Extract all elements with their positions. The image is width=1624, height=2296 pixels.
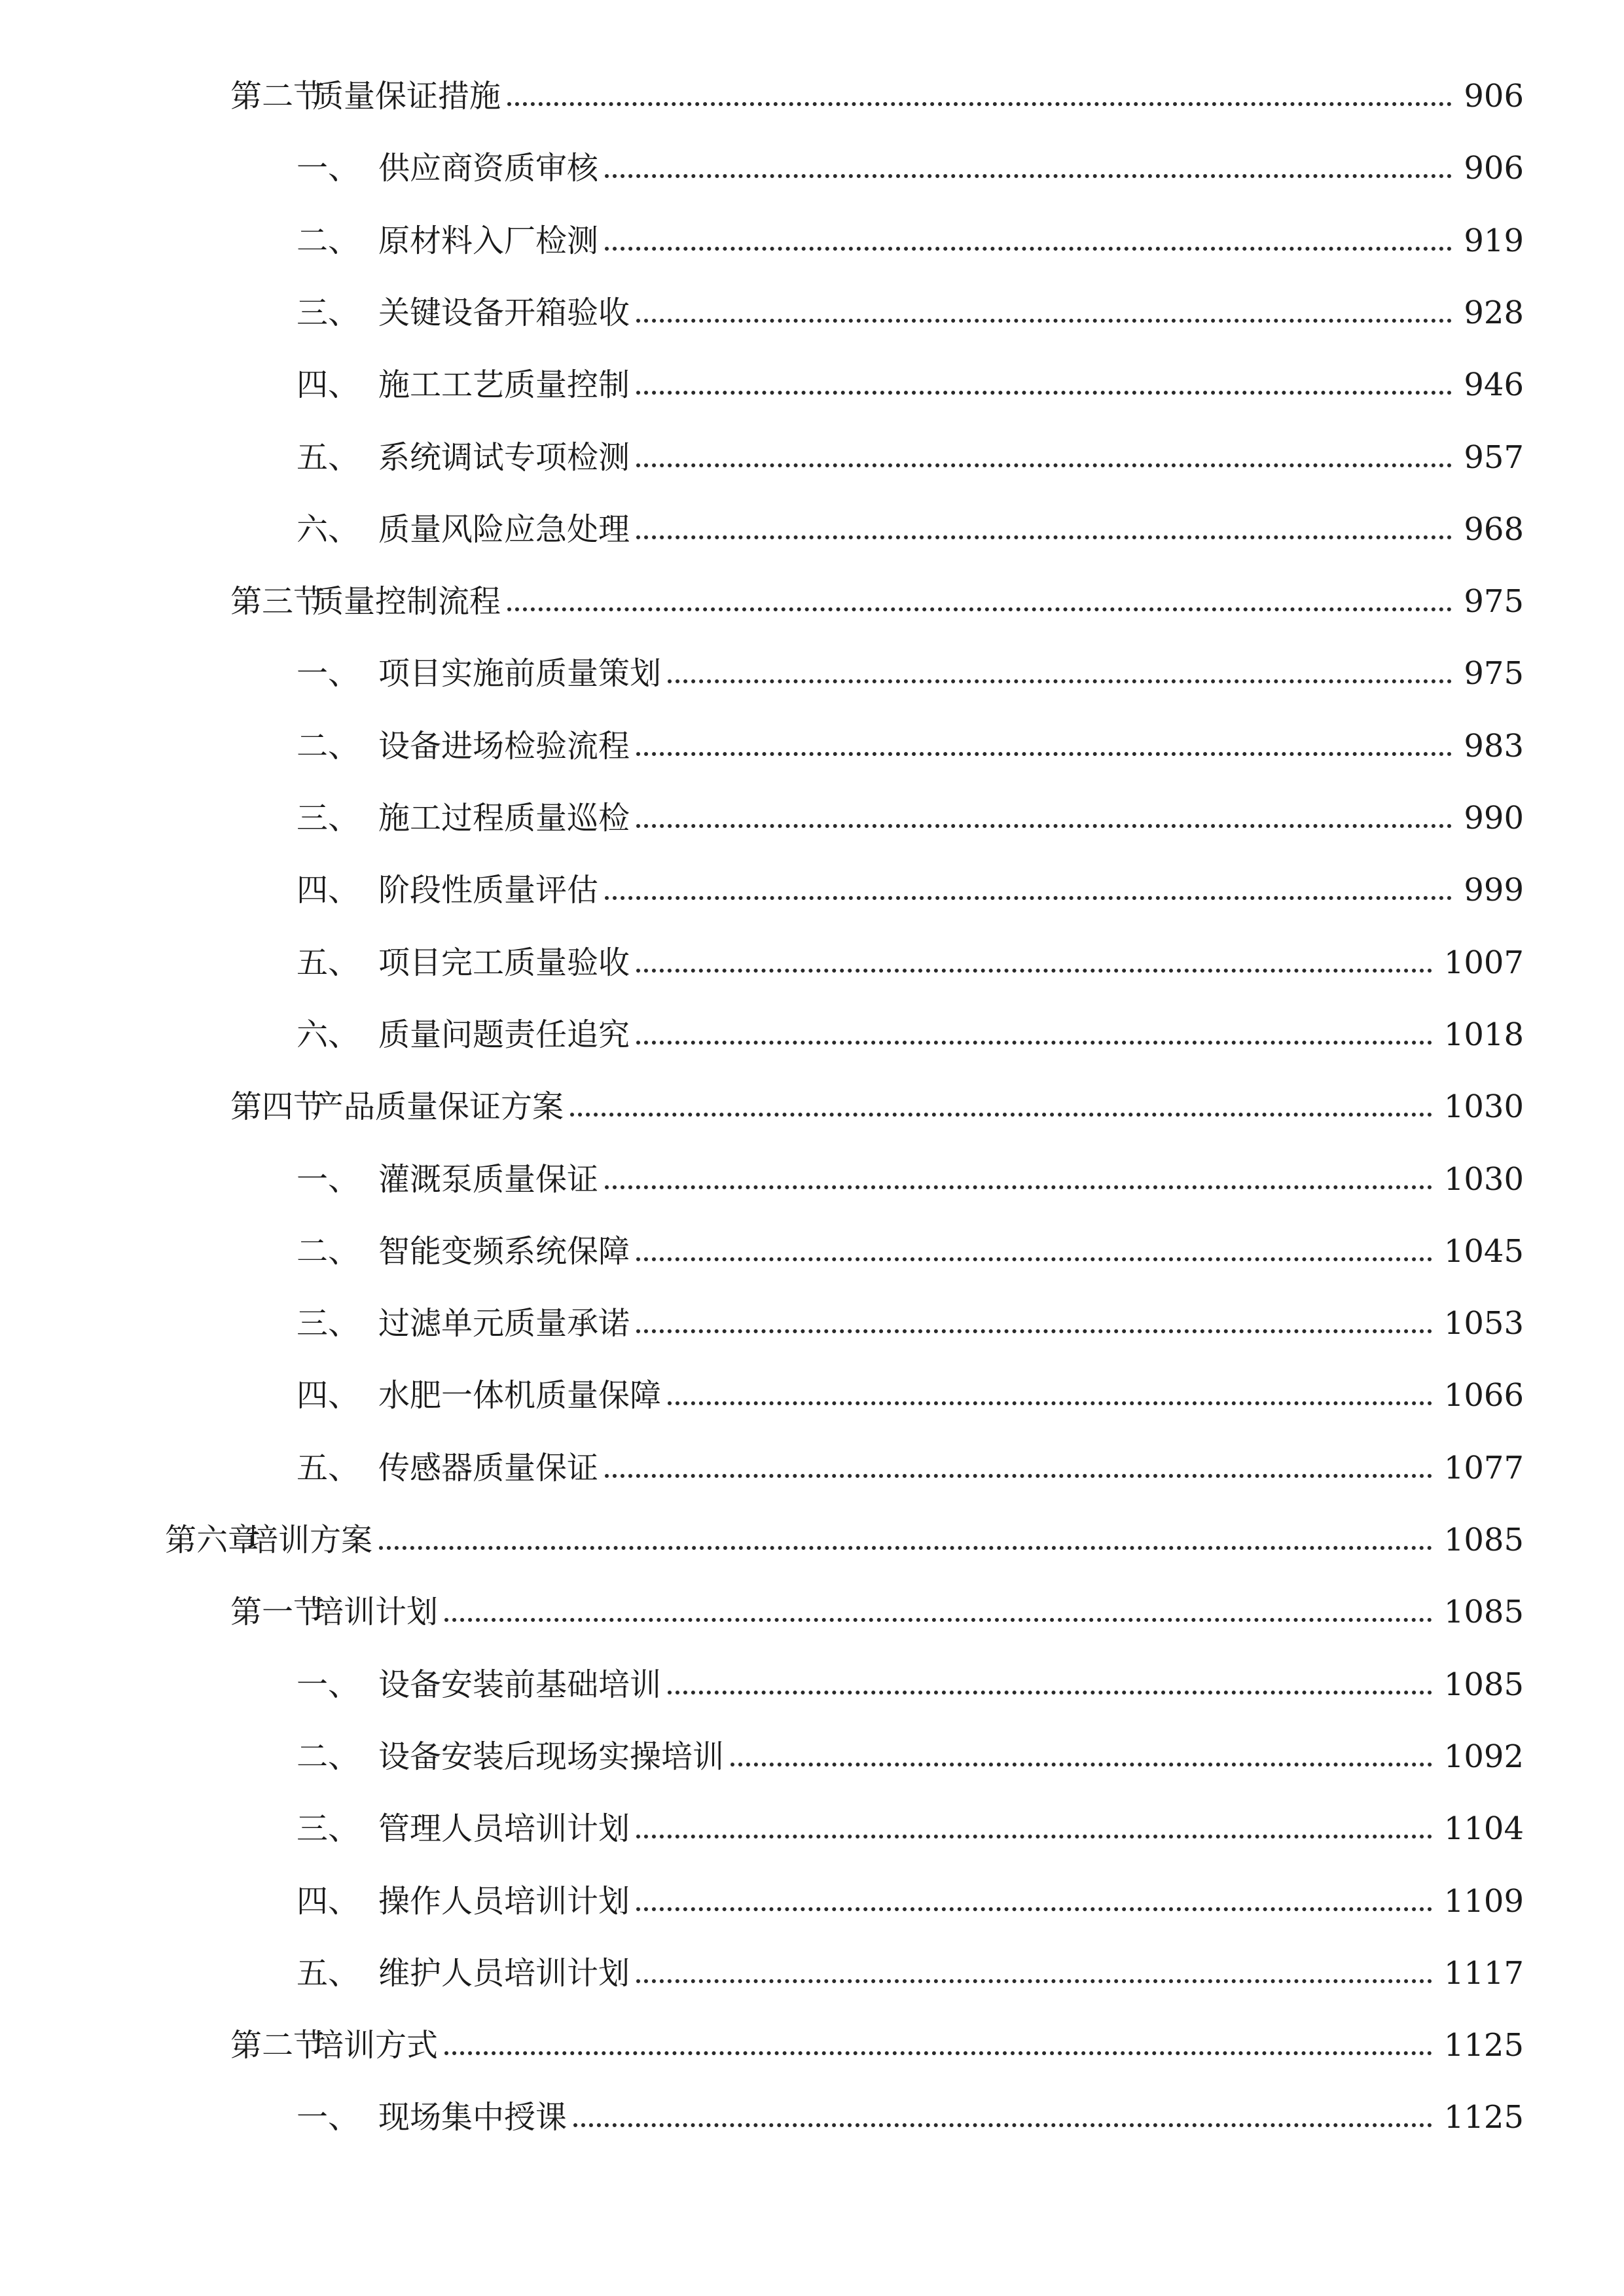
- toc-entry-page-number: 1092: [1443, 1738, 1524, 1775]
- toc-entry-page-number: 1109: [1443, 1883, 1524, 1920]
- toc-entry[interactable]: [297, 218, 1524, 264]
- toc-entry-number: 三、: [297, 1810, 360, 1847]
- toc-entry[interactable]: [297, 795, 1524, 841]
- toc-entry[interactable]: [297, 651, 1524, 696]
- toc-dot-leader: [636, 435, 1452, 480]
- toc-entry-title: 管理人员培训计划: [378, 1810, 630, 1847]
- toc-entry-page-number: 1104: [1443, 1810, 1524, 1847]
- toc-entry-number: 五、: [297, 944, 360, 981]
- toc-entry-number: 一、: [297, 150, 360, 187]
- toc-entry[interactable]: [297, 290, 1524, 336]
- toc-entry-page-number: 1007: [1443, 944, 1524, 981]
- toc-entry-number: 四、: [297, 872, 360, 908]
- toc-entry-page-number: 1030: [1443, 1088, 1524, 1125]
- toc-entry-title: 质量保证措施: [312, 78, 501, 115]
- toc-dot-leader: [605, 867, 1452, 913]
- toc-entry-page-number: 1125: [1443, 2027, 1524, 2064]
- toc-entry[interactable]: [297, 1157, 1524, 1202]
- toc-dot-leader: [573, 2094, 1432, 2140]
- toc-entry-number: 五、: [297, 1955, 360, 1992]
- toc-entry-number: 一、: [297, 655, 360, 692]
- toc-entry-number: 四、: [297, 367, 360, 403]
- toc-entry-page-number: 1125: [1443, 2099, 1524, 2136]
- toc-entry-title: 施工过程质量巡检: [378, 800, 630, 836]
- toc-entry[interactable]: [297, 2094, 1524, 2140]
- toc-entry-title: 质量控制流程: [312, 583, 501, 620]
- toc-dot-leader: [605, 218, 1452, 264]
- toc-entry[interactable]: [297, 867, 1524, 913]
- toc-entry-page-number: 1085: [1443, 1594, 1524, 1630]
- toc-entry-number: 三、: [297, 800, 360, 836]
- toc-dot-leader: [636, 507, 1452, 552]
- toc-entry[interactable]: [230, 579, 1524, 624]
- toc-entry-title: 过滤单元质量承诺: [378, 1305, 630, 1342]
- toc-entry-number: 第六章: [165, 1522, 260, 1558]
- toc-entry-page-number: 1066: [1443, 1377, 1524, 1414]
- toc-entry[interactable]: [297, 1950, 1524, 1996]
- toc-entry-number: 二、: [297, 1233, 360, 1270]
- toc-entry-page-number: 975: [1464, 655, 1524, 692]
- toc-entry[interactable]: [297, 1806, 1524, 1852]
- toc-entry-title: 培训方案: [247, 1522, 373, 1558]
- toc-entry-number: 四、: [297, 1883, 360, 1920]
- toc-dot-leader: [668, 1662, 1432, 1708]
- toc-entry-title: 阶段性质量评估: [378, 872, 599, 908]
- toc-entry[interactable]: [297, 723, 1524, 769]
- toc-dot-leader: [444, 2022, 1432, 2068]
- toc-entry[interactable]: [297, 362, 1524, 408]
- toc-entry-title: 操作人员培训计划: [378, 1883, 630, 1920]
- toc-entry-title: 设备进场检验流程: [378, 728, 630, 764]
- toc-entry-page-number: 906: [1464, 150, 1524, 187]
- toc-entry-number: 一、: [297, 1666, 360, 1703]
- toc-entry-page-number: 968: [1464, 511, 1524, 548]
- toc-entry[interactable]: [297, 1012, 1524, 1058]
- toc-entry-number: 第二节: [230, 2027, 325, 2064]
- toc-entry-number: 三、: [297, 295, 360, 331]
- toc-dot-leader: [636, 290, 1452, 336]
- toc-entry-number: 二、: [297, 1738, 360, 1775]
- toc-entry-title: 产品质量保证方案: [312, 1088, 564, 1125]
- toc-entry-title: 传感器质量保证: [378, 1450, 599, 1486]
- toc-entry-title: 水肥一体机质量保障: [378, 1377, 662, 1414]
- toc-entry[interactable]: [297, 1878, 1524, 1924]
- toc-dot-leader: [636, 1300, 1432, 1346]
- toc-entry-number: 二、: [297, 728, 360, 764]
- toc-entry-number: 五、: [297, 439, 360, 476]
- toc-dot-leader: [636, 723, 1452, 769]
- toc-entry[interactable]: [230, 73, 1524, 119]
- toc-entry-page-number: 946: [1464, 367, 1524, 403]
- toc-entry-number: 第四节: [230, 1088, 325, 1125]
- toc-entry[interactable]: [297, 145, 1524, 191]
- toc-entry-number: 五、: [297, 1450, 360, 1486]
- toc-dot-leader: [379, 1517, 1432, 1563]
- toc-entry[interactable]: [297, 507, 1524, 552]
- toc-dot-leader: [668, 651, 1452, 696]
- toc-dot-leader: [636, 1806, 1432, 1852]
- toc-entry[interactable]: [230, 1589, 1524, 1635]
- toc-entry-title: 维护人员培训计划: [378, 1955, 630, 1992]
- toc-entry-title: 现场集中授课: [378, 2099, 568, 2136]
- toc-dot-leader: [636, 1950, 1432, 1996]
- toc-dot-leader: [636, 940, 1432, 986]
- toc-entry[interactable]: [297, 1300, 1524, 1346]
- toc-dot-leader: [636, 1012, 1432, 1058]
- toc-entry-number: 一、: [297, 2099, 360, 2136]
- toc-entry-page-number: 1077: [1443, 1450, 1524, 1486]
- toc-entry-page-number: 999: [1464, 872, 1524, 908]
- toc-entry-number: 第三节: [230, 583, 325, 620]
- toc-entry[interactable]: [297, 1662, 1524, 1708]
- toc-entry-page-number: 1053: [1443, 1305, 1524, 1342]
- toc-entry-title: 质量问题责任追究: [378, 1016, 630, 1053]
- toc-entry-page-number: 919: [1464, 223, 1524, 259]
- toc-entry-page-number: 990: [1464, 800, 1524, 836]
- toc-dot-leader: [605, 145, 1452, 191]
- toc-dot-leader: [605, 1157, 1432, 1202]
- toc-entry-page-number: 928: [1464, 295, 1524, 331]
- toc-dot-leader: [636, 1878, 1432, 1924]
- toc-entry-number: 三、: [297, 1305, 360, 1342]
- toc-dot-leader: [605, 1445, 1432, 1491]
- toc-entry-page-number: 1045: [1443, 1233, 1524, 1270]
- toc-dot-leader: [636, 362, 1452, 408]
- toc-entry-title: 设备安装前基础培训: [378, 1666, 662, 1703]
- toc-entry-page-number: 983: [1464, 728, 1524, 764]
- toc-entry-number: 一、: [297, 1161, 360, 1198]
- toc-entry-title: 供应商资质审核: [378, 150, 599, 187]
- toc-entry-page-number: 1018: [1443, 1016, 1524, 1053]
- toc-entry[interactable]: [297, 1445, 1524, 1491]
- toc-dot-leader: [507, 73, 1452, 119]
- toc-entry-title: 原材料入厂检测: [378, 223, 599, 259]
- toc-dot-leader: [570, 1084, 1432, 1130]
- toc-dot-leader: [507, 579, 1452, 624]
- toc-dot-leader: [636, 1229, 1432, 1274]
- toc-entry[interactable]: [297, 1734, 1524, 1780]
- toc-entry-number: 六、: [297, 511, 360, 548]
- toc-dot-leader: [636, 795, 1452, 841]
- toc-entry-title: 质量风险应急处理: [378, 511, 630, 548]
- toc-entry-title: 系统调试专项检测: [378, 439, 630, 476]
- toc-entry-number: 六、: [297, 1016, 360, 1053]
- toc-entry[interactable]: [297, 940, 1524, 986]
- toc-entry-number: 四、: [297, 1377, 360, 1414]
- toc-dot-leader: [444, 1589, 1432, 1635]
- toc-entry-page-number: 975: [1464, 583, 1524, 620]
- toc-entry-title: 培训计划: [312, 1594, 439, 1630]
- toc-entry-number: 第一节: [230, 1594, 325, 1630]
- toc-entry-title: 关键设备开箱验收: [378, 295, 630, 331]
- toc-entry-title: 智能变频系统保障: [378, 1233, 630, 1270]
- toc-entry-page-number: 1030: [1443, 1161, 1524, 1198]
- toc-dot-leader: [668, 1372, 1432, 1418]
- toc-entry-title: 培训方式: [312, 2027, 439, 2064]
- toc-entry[interactable]: [297, 435, 1524, 480]
- toc-entry-number: 第二节: [230, 78, 325, 115]
- toc-entry-page-number: 957: [1464, 439, 1524, 476]
- toc-entry-title: 项目实施前质量策划: [378, 655, 662, 692]
- toc-entry-title: 施工工艺质量控制: [378, 367, 630, 403]
- toc-entry[interactable]: [230, 1084, 1524, 1130]
- toc-entry[interactable]: [230, 2022, 1524, 2068]
- toc-entry[interactable]: [297, 1229, 1524, 1274]
- toc-entry-page-number: 1085: [1443, 1522, 1524, 1558]
- toc-entry[interactable]: [297, 1372, 1524, 1418]
- toc-dot-leader: [731, 1734, 1432, 1780]
- toc-entry-page-number: 1117: [1443, 1955, 1524, 1992]
- toc-entry-page-number: 906: [1464, 78, 1524, 115]
- toc-entry-title: 项目完工质量验收: [378, 944, 630, 981]
- toc-entry-title: 灌溉泵质量保证: [378, 1161, 599, 1198]
- toc-entry-number: 二、: [297, 223, 360, 259]
- toc-entry-page-number: 1085: [1443, 1666, 1524, 1703]
- toc-entry[interactable]: [165, 1517, 1524, 1563]
- toc-entry-title: 设备安装后现场实操培训: [378, 1738, 725, 1775]
